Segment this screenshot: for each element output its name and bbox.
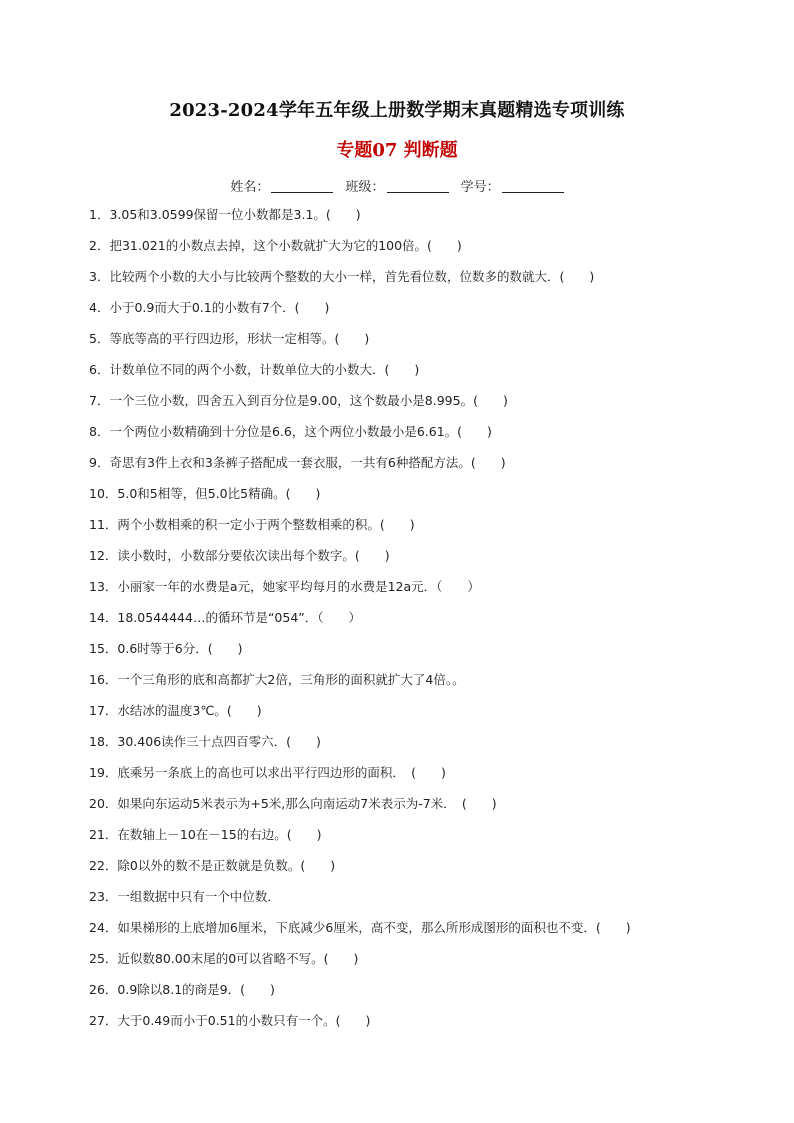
question-item (89, 826, 749, 857)
id-label: 学号： (460, 180, 500, 195)
question-text: 两个小数相乘的积一定小于两个整数相乘的积。( ) (117, 517, 415, 532)
question-number: 14． (89, 610, 118, 625)
question-text: 把31.021的小数点去掉，这个小数就扩大为它的100倍。( ) (109, 238, 462, 253)
question-number: 25． (89, 951, 118, 966)
question-item (89, 702, 749, 733)
question-item (89, 578, 749, 609)
question-number: 22． (89, 858, 118, 873)
question-item (89, 268, 749, 299)
question-number: 26． (89, 982, 118, 997)
question-text: 0.6时等于6分．( ) (117, 641, 243, 656)
question-number: 13． (89, 579, 118, 594)
name-blank (271, 179, 333, 193)
question-number: 5． (89, 331, 110, 346)
question-number: 8． (89, 424, 110, 439)
question-item (89, 330, 749, 361)
question-text: 比较两个小数的大小与比较两个整数的大小一样，首先看位数，位数多的数就大．( ) (109, 269, 595, 284)
question-text: 小于0.9而大于0.1的小数有7个．( ) (109, 300, 330, 315)
question-number: 4． (89, 300, 110, 315)
question-item (89, 733, 749, 764)
question-text: 底乘另一条底上的高也可以求出平行四边形的面积． ( ) (117, 765, 446, 780)
question-number: 16． (89, 672, 118, 687)
question-text: 30.406读作三十点四百零六．( ) (117, 734, 321, 749)
question-item (89, 392, 749, 423)
question-item (89, 516, 749, 547)
question-number: 10． (89, 486, 118, 501)
question-item (89, 454, 749, 485)
question-item (89, 547, 749, 578)
question-number: 6． (89, 362, 110, 377)
question-number: 3． (89, 269, 110, 284)
question-item (89, 299, 749, 330)
question-text: 18.0544444…的循环节是“054”．（ ） (117, 610, 362, 625)
id-blank (502, 179, 564, 193)
question-item (89, 640, 749, 671)
id-field (461, 176, 564, 195)
question-number: 23． (89, 889, 118, 904)
question-text: 等底等高的平行四边形，形状一定相等。( ) (109, 331, 370, 346)
question-item (89, 609, 749, 640)
question-number: 27． (89, 1013, 118, 1028)
class-blank (387, 179, 449, 193)
question-item (89, 206, 749, 237)
question-item (89, 237, 749, 268)
question-item (89, 857, 749, 888)
question-number: 7． (89, 393, 110, 408)
question-item (89, 919, 749, 950)
question-item (89, 671, 749, 702)
question-text: 一组数据中只有一个中位数． (117, 889, 280, 904)
question-text: 除0以外的数不是正数就是负数。( ) (117, 858, 336, 873)
question-item (89, 795, 749, 826)
question-number: 9． (89, 455, 110, 470)
question-text: 0.9除以8.1的商是9．( ) (117, 982, 275, 997)
question-number: 19． (89, 765, 118, 780)
question-text: 近似数80.00末尾的0可以省略不写。( ) (117, 951, 359, 966)
page-subtitle: 专题07 判断题 (336, 140, 458, 161)
question-item (89, 764, 749, 795)
question-text: 读小数时，小数部分要依次读出每个数字。( ) (117, 548, 390, 563)
question-item (89, 423, 749, 454)
question-text: 一个三位小数，四舍五入到百分位是9.00，这个数最小是8.995。( ) (109, 393, 508, 408)
question-number: 24． (89, 920, 118, 935)
question-text: 如果梯形的上底增加6厘米，下底减少6厘米，高不变，那么所形成图形的面积也不变．( ) (117, 920, 631, 935)
question-number: 12． (89, 548, 118, 563)
question-list (89, 206, 749, 1043)
question-item (89, 485, 749, 516)
question-text: 水结冰的温度3℃。( ) (117, 703, 262, 718)
question-text: 在数轴上－10在－15的右边。( ) (117, 827, 322, 842)
question-number: 20． (89, 796, 118, 811)
name-field (230, 176, 333, 195)
question-item (89, 1012, 749, 1043)
question-text: 大于0.49而小于0.51的小数只有一个。( ) (117, 1013, 371, 1028)
question-number: 15． (89, 641, 118, 656)
question-number: 1． (89, 207, 110, 222)
question-text: 3.05和3.0599保留一位小数都是3.1。( ) (109, 207, 361, 222)
question-number: 2． (89, 238, 110, 253)
question-item (89, 981, 749, 1012)
question-number: 17． (89, 703, 118, 718)
question-text: 计数单位不同的两个小数，计数单位大的小数大．( ) (109, 362, 420, 377)
question-text: 奇思有3件上衣和3条裤子搭配成一套衣服，一共有6种搭配方法。( ) (109, 455, 506, 470)
question-item (89, 361, 749, 392)
class-label: 班级： (345, 180, 385, 195)
question-item (89, 950, 749, 981)
question-text: 5.0和5相等，但5.0比5精确。( ) (117, 486, 321, 501)
student-info-line (0, 176, 794, 195)
question-text: 如果向东运动5米表示为+5米,那么向南运动7米表示为-7米． ( ) (117, 796, 497, 811)
class-field (345, 176, 448, 195)
question-item (89, 888, 749, 919)
question-number: 11． (89, 517, 118, 532)
question-number: 21． (89, 827, 118, 842)
question-text: 小丽家一年的水费是a元，她家平均每月的水费是12a元．（ ） (117, 579, 480, 594)
question-number: 18． (89, 734, 118, 749)
question-text: 一个三角形的底和高都扩大2倍，三角形的面积就扩大了4倍。。 (117, 672, 465, 687)
page-title: 2023-2024学年五年级上册数学期末真题精选专项训练 (169, 100, 625, 121)
question-text: 一个两位小数精确到十分位是6.6，这个两位小数最小是6.61。( ) (109, 424, 492, 439)
name-label: 姓名： (230, 180, 270, 195)
